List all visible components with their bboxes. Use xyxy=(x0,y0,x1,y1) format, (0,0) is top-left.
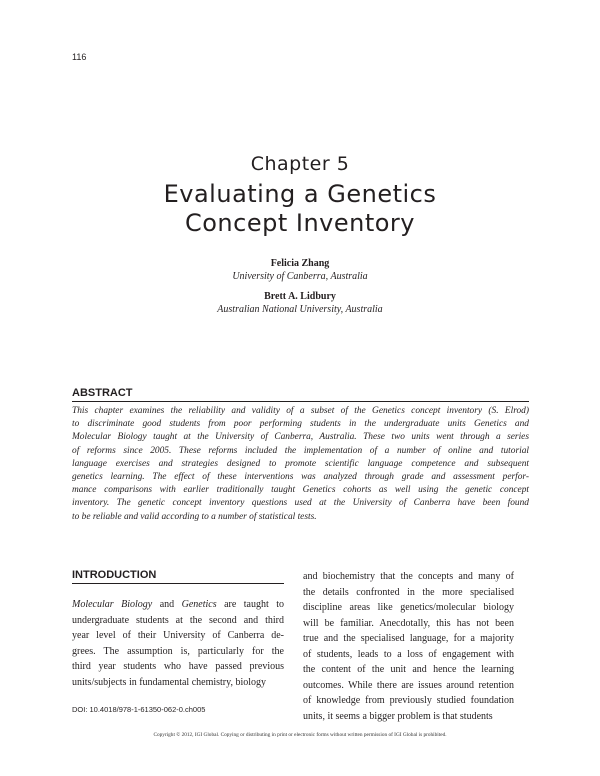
body-line: true and the specialised language, for a majority xyxy=(303,633,514,644)
introduction-divider xyxy=(72,583,284,584)
body-line: units, it seems a bigger problem is that students xyxy=(303,710,493,722)
body-line: of knowledge from previously studied foundation xyxy=(303,695,514,706)
abstract-divider xyxy=(72,401,529,402)
chapter-title-line: Evaluating a Genetics xyxy=(163,180,437,208)
body-line: the details confronted in the more specialised xyxy=(303,586,514,598)
body-line: will be familiar. Anecdotally, this has not been xyxy=(303,617,514,629)
abstract-line: to discriminate good students from poor performing students in the undergraduate units Genetics and xyxy=(72,419,529,430)
abstract-line: genetics learning. The effect of these interventions was analyzed through grade and assessment perfor- xyxy=(72,472,529,483)
author-block xyxy=(0,290,600,316)
abstract-body xyxy=(72,405,529,524)
body-line: the content of the unit and hence the learning xyxy=(303,664,514,675)
body-emphasis: Genetics xyxy=(181,599,217,610)
author-name: Brett A. Lidbury xyxy=(264,291,336,302)
abstract-line: of reforms since 2005. These reforms included the implementation of a number of online and tutorial xyxy=(72,445,529,456)
chapter-title xyxy=(0,180,600,238)
body-line: grees. The assumption is, particularly for the xyxy=(72,645,284,657)
author-affiliation: Australian National University, Australia xyxy=(217,304,383,315)
body-line: year level of their University of Canberra de- xyxy=(72,630,284,641)
author-block xyxy=(0,257,600,283)
abstract-line: Molecular Biology taught at the University of Canberra, Australia. These two units went through a series xyxy=(72,432,529,443)
body-line: third year students who have passed previous xyxy=(72,661,284,672)
abstract-line: to be reliable and valid according to a number of statistical tests. xyxy=(72,511,317,522)
copyright-notice: Copyright © 2012, IGI Global. Copying or distributing in print or electronic forms without written permission of IGI Global is prohibited. xyxy=(153,732,447,738)
abstract-line: mance comparisons with earlier traditionally taught Genetics cohorts as well using the genetic concept xyxy=(72,485,529,496)
body-line: undergraduate students at the second and third xyxy=(72,614,284,626)
body-line: of students, leads to a loss of engagement with xyxy=(303,648,514,660)
body-line: discipline areas like genetics/molecular biology xyxy=(303,602,514,613)
abstract-line: language exercises and strategies designed to promote scientific language competence and subsequent xyxy=(72,458,529,469)
abstract-heading: ABSTRACT xyxy=(72,387,133,399)
introduction-heading: INTRODUCTION xyxy=(72,569,157,581)
chapter-label: Chapter 5 xyxy=(250,153,350,175)
body-text: and xyxy=(152,599,182,610)
doi: DOI: 10.4018/978-1-61350-062-0.ch005 xyxy=(72,705,206,714)
body-column-right xyxy=(303,569,514,724)
abstract-line: This chapter examines the reliability and validity of a subset of the Genetics concept inventory (S. Elrod) xyxy=(72,406,529,416)
body-line: and biochemistry that the concepts and many of xyxy=(303,571,514,582)
body-emphasis: Molecular Biology xyxy=(72,599,153,610)
body-text: are taught to xyxy=(216,599,284,610)
author-name: Felicia Zhang xyxy=(270,258,330,269)
body-column-left xyxy=(72,597,284,690)
body-line xyxy=(72,597,284,613)
page-number: 116 xyxy=(72,52,87,62)
body-line: units/subjects in fundamental chemistry, biology xyxy=(72,676,267,688)
body-line: outcomes. While there are issues around retention xyxy=(303,679,514,691)
chapter-title-line: Concept Inventory xyxy=(184,209,416,237)
abstract-line: inventory. The genetic concept inventory questions used at the University of Canberra have been found xyxy=(72,498,529,509)
author-affiliation: University of Canberra, Australia xyxy=(232,271,368,282)
